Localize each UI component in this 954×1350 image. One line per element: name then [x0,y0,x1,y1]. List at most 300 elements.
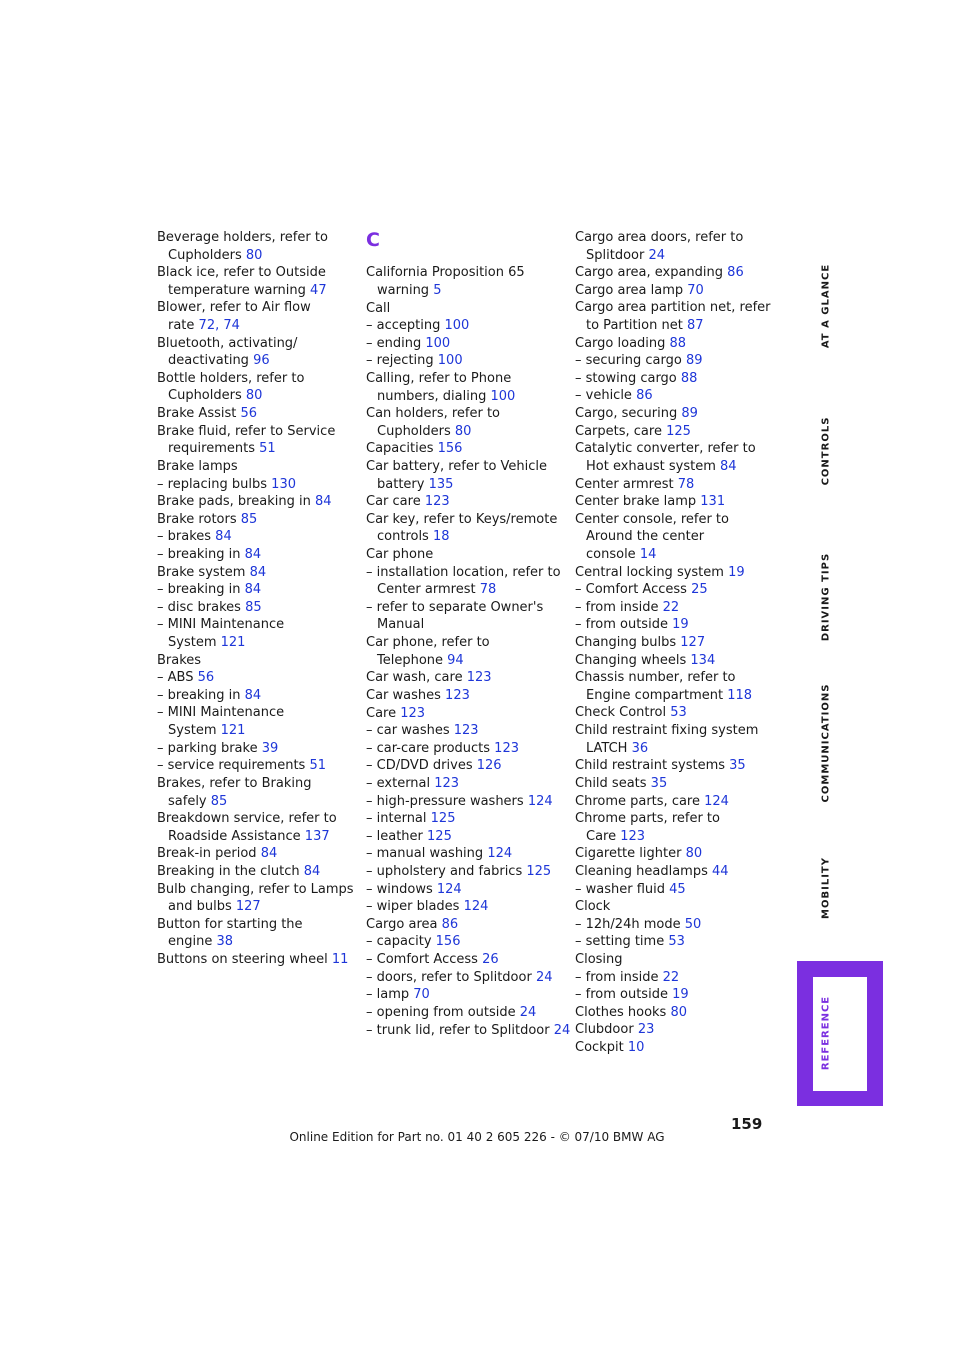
index-entry [157,564,357,582]
entry-text: console [586,546,640,562]
entry-text: Chassis number, refer to [575,670,736,686]
page-reference-link[interactable]: 25 [691,582,708,598]
page-reference-link[interactable]: 123 [494,740,519,756]
index-entry [575,898,775,916]
entry-text: – MINI Maintenance [157,705,285,721]
entry-text: – capacity [366,934,436,950]
index-entry [366,881,566,899]
index-entry [366,405,566,423]
entry-text: Clubdoor [575,1022,638,1038]
entry-text: Carpets, care [575,423,667,439]
index-entry [575,335,775,353]
page-reference-link[interactable]: 124 [527,793,553,809]
index-entry [157,370,357,388]
entry-text: Brake system [157,564,250,580]
entry-text: Car key, refer to Keys/remote [366,511,558,527]
entry-text: temperature warning [168,282,311,298]
entry-text: Bottle holders, refer to [157,370,305,386]
page-reference-link[interactable]: 86 [636,388,653,404]
entry-text: – installation location, refer to [366,564,561,580]
entry-text: Car phone [366,547,434,563]
page-reference-link[interactable]: 84 [303,863,321,879]
page-reference-link[interactable]: 127 [680,635,706,651]
tab-at-a-glance[interactable]: AT A GLANCE [820,263,832,349]
index-entry [575,616,775,634]
page-reference-link[interactable]: 18 [432,529,450,545]
page-reference-link[interactable]: 124 [487,846,513,862]
page-reference-link[interactable]: 80 [245,388,263,404]
index-entry [575,247,775,265]
page-reference-link[interactable]: 84 [720,458,737,474]
page-reference-link[interactable]: 26 [482,952,499,968]
page-reference-link[interactable]: 53 [668,934,685,950]
index-entry [575,704,775,722]
entry-text: – lamp [366,987,414,1003]
page-reference-link[interactable]: 88 [680,370,698,386]
index-entry [157,687,357,705]
entry-text: Blower, refer to Air flow [157,300,311,316]
index-entry [575,757,775,775]
footer: Online Edition for Part no. 01 40 2 605 226 - © 07/10 BMW AG [289,1130,665,1144]
index-entry [366,476,566,494]
page-reference-link[interactable]: 100 [444,318,470,334]
page-reference-link[interactable]: 80 [670,1004,688,1020]
page-reference-link[interactable]: 78 [479,582,497,598]
index-entry [157,476,357,494]
page-reference-link[interactable]: 137 [304,828,330,844]
page-reference-link[interactable]: 51 [309,758,326,774]
page-reference-link[interactable]: 123 [466,670,492,686]
index-entry [157,440,357,458]
page-reference-link[interactable]: 84 [244,546,262,562]
index-entry [157,775,357,793]
index-entry [157,722,357,740]
page-reference-link[interactable]: 156 [435,934,461,950]
entry-text: Engine compartment [586,687,728,703]
page-reference-link[interactable]: 80 [685,846,703,862]
index-entry [366,775,566,793]
entry-text: – service requirements [157,758,310,774]
entry-text: Cargo loading [575,335,670,351]
entry-text: Chrome parts, care [575,793,705,809]
page-reference-link[interactable]: 100 [437,353,463,369]
index-entry [366,616,566,634]
entry-text: Cargo area doors, refer to [575,230,744,245]
entry-text: – rejecting [366,353,438,369]
entry-text: – setting time [575,934,669,950]
entry-text: LATCH [586,740,632,756]
page-reference-link[interactable]: 85 [210,793,228,809]
entry-text: Can holders, refer to [366,406,501,422]
index-entry [157,458,357,476]
page-reference-link[interactable]: 56 [197,670,215,686]
page-reference-link[interactable]: 89 [681,406,698,422]
page-reference-link[interactable]: 53 [670,705,687,721]
entry-text: warning [377,282,434,298]
page-reference-link[interactable]: 84 [244,582,262,598]
index-entry [366,933,566,951]
entry-text: Child seats [575,775,651,791]
index-entry [575,511,775,529]
page-reference-link[interactable]: 19 [672,617,689,633]
page-reference-link[interactable]: 84 [249,564,267,580]
page-reference-link[interactable]: 5 [433,282,442,298]
tab-mobility[interactable]: MOBILITY [820,857,832,919]
index-entry [157,704,357,722]
page-reference-link[interactable]: 70 [413,987,430,1003]
entry-text: Cargo area partition net, refer [575,300,771,316]
entry-text: – from inside [575,969,663,985]
index-entry [575,458,775,476]
entry-text: – refer to separate Owner's [366,599,544,615]
entry-text: – from inside [575,599,663,615]
index-entry [366,352,566,370]
page-reference-link[interactable]: 134 [690,652,716,668]
entry-text: Child restraint fixing system [575,723,759,739]
page-reference-link[interactable]: 38 [216,934,234,950]
page-reference-link[interactable]: 19 [728,564,745,580]
entry-text: Brake lamps [157,458,238,474]
index-entry [575,916,775,934]
entry-text: Center armrest [575,476,678,492]
entry-text: – parking brake [157,740,262,756]
page-reference-link[interactable]: 84 [215,529,232,545]
index-entry [366,863,566,881]
index-entry [575,599,775,617]
index-entry [157,793,357,811]
page-reference-link[interactable]: 131 [700,494,726,510]
page-reference-link[interactable]: 123 [400,705,426,721]
index-entry [575,493,775,511]
entry-text: Car wash, care [366,670,467,686]
index-entry [575,299,775,317]
index-entry [157,511,357,529]
index-entry [575,546,775,564]
entry-text: Brake fluid, refer to Service [157,423,336,439]
entry-text: Capacities [366,441,438,457]
page-reference-link[interactable]: 56 [240,406,258,422]
tab-communications[interactable]: COMMUNICATIONS [820,683,832,803]
page-reference-link[interactable]: 72, 74 [198,318,240,334]
index-entry [366,335,566,353]
page-reference-link[interactable]: 47 [310,282,327,298]
index-entry [366,493,566,511]
page-reference-link[interactable]: 70 [687,282,704,298]
page-reference-link[interactable]: 100 [425,335,451,351]
entry-text: Center console, refer to [575,511,729,527]
page-reference-link[interactable]: 126 [476,758,502,774]
index-entry [157,881,357,899]
index-entry [575,352,775,370]
entry-text: C [366,229,380,251]
page-reference-link[interactable]: 23 [637,1022,655,1038]
entry-text: numbers, dialing [377,388,491,404]
entry-text: Cargo area [366,916,442,932]
page-reference-link[interactable]: 125 [427,828,452,844]
page-reference-link[interactable]: 125 [666,423,691,439]
page-reference-link[interactable]: 80 [454,423,472,439]
entry-text: Cleaning headlamps [575,863,712,879]
entry-text: – high-pressure washers [366,793,528,809]
page-reference-link[interactable]: 39 [261,740,279,756]
page-reference-link[interactable]: 100 [490,388,516,404]
tab-controls[interactable]: CONTROLS [820,416,832,486]
entry-text: – 12h/24h mode [575,916,685,932]
page-reference-link[interactable]: 135 [428,476,454,492]
entry-text: Black ice, refer to Outside [157,265,326,281]
entry-text: and bulbs [168,899,236,915]
entry-text: Break-in period [157,846,261,862]
index-entry [366,440,566,458]
page-reference-link[interactable]: 94 [447,652,464,668]
entry-text: – trunk lid, refer to Splitdoor [366,1022,554,1038]
entry-text: – securing cargo [575,353,686,369]
page-reference-link[interactable]: 14 [639,546,657,562]
entry-text: Hot exhaust system [586,458,720,474]
index-entry [366,581,566,599]
index-entry [157,264,357,282]
index-entry [575,1039,775,1057]
entry-text: System [168,635,221,651]
entry-text: – MINI Maintenance [157,617,285,633]
page-reference-link[interactable]: 127 [235,899,261,915]
entry-text: – washer fluid [575,881,670,897]
entry-text: battery [377,476,429,492]
page-reference-link[interactable]: 86 [727,265,744,281]
page-reference-link[interactable]: 85 [240,511,258,527]
index-entry [366,1004,566,1022]
index-entry [366,722,566,740]
index-entry [575,1021,775,1039]
page-reference-link[interactable]: 84 [244,687,262,703]
index-entry [366,969,566,987]
entry-text: – disc brakes [157,599,246,615]
entry-text: Breakdown service, refer to [157,811,337,827]
entry-text: – Comfort Access [575,582,692,598]
page-reference-link[interactable]: 50 [684,916,702,932]
page-reference-link[interactable]: 121 [220,635,246,651]
page-reference-link[interactable]: 22 [662,969,680,985]
page-reference-link[interactable]: 84 [314,494,332,510]
entry-text: Cargo, securing [575,406,682,422]
page-reference-link[interactable]: 121 [220,723,246,739]
entry-text: – brakes [157,529,216,545]
entry-text: Buttons on steering wheel [157,951,332,967]
entry-text: Beverage holders, refer to [157,230,328,245]
entry-text: Cockpit [575,1040,628,1056]
entry-text: – external [366,775,435,791]
entry-text: – from outside [575,987,673,1003]
page-reference-link[interactable]: 89 [685,353,703,369]
entry-text: System [168,723,221,739]
entry-text: Center brake lamp [575,494,701,510]
index-entry [157,828,357,846]
entry-text: Check Control [575,705,671,721]
entry-text: controls [377,529,433,545]
page-reference-link[interactable]: 24 [535,969,553,985]
entry-text: Calling, refer to Phone [366,370,512,386]
index-entry [366,282,566,300]
entry-text: Care [586,828,621,844]
entry-text: – car-care products [366,740,495,756]
index-entry [575,317,775,335]
index-entry [157,299,357,317]
entry-text: Telephone [377,652,448,668]
entry-text: Care [366,705,401,721]
entry-text: Car phone, refer to [366,635,490,651]
tab-reference[interactable]: REFERENCE [820,995,832,1071]
entry-text: Car care [366,494,425,510]
index-entry [157,652,357,670]
page-reference-link[interactable]: 85 [245,599,262,615]
page-reference-link[interactable]: 24 [553,1022,571,1038]
index-entry [366,388,566,406]
entry-text: – internal [366,811,431,827]
tab-driving-tips[interactable]: DRIVING TIPS [820,552,832,642]
index-entry [575,687,775,705]
entry-text: Car battery, refer to Vehicle [366,459,548,474]
index-column-3 [575,229,775,1057]
index-entry [366,845,566,863]
entry-text: Changing bulbs [575,635,681,651]
page-reference-link[interactable]: 123 [445,687,470,703]
page-reference-link[interactable]: 124 [436,881,462,897]
entry-text: Breaking in the clutch [157,863,304,879]
entry-text: – car washes [366,723,454,739]
index-entry [575,476,775,494]
page-reference-link[interactable]: 84 [260,846,278,862]
page-reference-link[interactable]: 22 [662,599,680,615]
page-reference-link[interactable]: 78 [677,476,695,492]
entry-text: California Proposition 65 [366,265,525,281]
index-entry [575,863,775,881]
entry-text: Bulb changing, refer to Lamps [157,881,354,897]
entry-text: Clothes hooks [575,1004,671,1020]
index-entry [157,951,357,969]
page-reference-link[interactable]: 45 [669,881,686,897]
index-entry [157,634,357,652]
entry-text: – ending [366,335,426,351]
index-column-2 [366,229,571,1039]
index-entry [366,916,566,934]
index-entry [575,282,775,300]
entry-text: – opening from outside [366,1004,520,1020]
index-entry [575,634,775,652]
entry-text: Brake rotors [157,511,241,527]
page-reference-link[interactable]: 51 [259,441,276,457]
index-entry [366,370,566,388]
index-entry [366,669,566,687]
page-reference-link[interactable]: 123 [434,775,460,791]
index-entry [575,229,775,247]
entry-text: Call [366,300,391,316]
entry-text: rate [168,318,199,334]
page-reference-link[interactable]: 125 [430,811,456,827]
entry-text: Catalytic converter, refer to [575,441,756,457]
index-entry [366,898,566,916]
entry-text: Chrome parts, refer to [575,811,720,827]
page-reference-link[interactable]: 123 [424,494,450,510]
entry-text: – accepting [366,318,445,334]
entry-text: Cupholders [168,247,246,263]
index-entry [575,810,775,828]
index-entry [366,740,566,758]
page-reference-link[interactable]: 124 [704,793,729,809]
entry-text: Brake pads, breaking in [157,494,315,510]
page-reference-link[interactable]: 11 [331,951,349,967]
index-entry [575,405,775,423]
page-reference-link[interactable]: 87 [686,318,704,334]
page-reference-link[interactable]: 86 [441,916,459,932]
page-reference-link[interactable]: 10 [627,1040,645,1056]
page-reference-link[interactable]: 124 [463,899,489,915]
entry-text: Brake Assist [157,406,241,422]
entry-text: Clock [575,899,611,915]
index-entry [366,986,566,1004]
index-entry [366,810,566,828]
index-entry [575,881,775,899]
index-entry [575,264,775,282]
page-reference-link[interactable]: 24 [519,1004,537,1020]
index-entry [157,757,357,775]
index-entry [575,528,775,546]
entry-text: Brakes [157,652,202,668]
entry-text: Splitdoor [586,247,649,263]
entry-text: – upholstery and fabrics [366,864,527,880]
index-entry [366,317,566,335]
page-reference-link[interactable]: 156 [437,441,463,457]
index-entry [157,247,357,265]
page-reference-link[interactable]: 123 [620,828,646,844]
entry-text: Closing [575,951,623,967]
page-reference-link[interactable]: 123 [453,723,479,739]
entry-text: Cargo area, expanding [575,265,728,281]
index-entry [575,564,775,582]
entry-text: Car washes [366,687,446,703]
index-entry [575,845,775,863]
index-entry [366,511,566,529]
index-entry [575,969,775,987]
index-entry [157,335,357,353]
entry-text: – breaking in [157,582,245,598]
entry-text: – from outside [575,617,673,633]
index-entry [157,352,357,370]
page-reference-link[interactable]: 24 [648,247,666,263]
entry-text: – CD/DVD drives [366,758,477,774]
entry-text: Cupholders [377,423,455,439]
entry-text: Around the center [586,529,705,545]
page-reference-link[interactable]: 36 [631,740,649,756]
entry-text: – wiper blades [366,899,464,915]
index-entry [157,317,357,335]
page-reference-link[interactable]: 125 [526,864,552,880]
page-reference-link[interactable]: 96 [253,353,270,369]
entry-text: Cigarette lighter [575,846,686,862]
index-column-1 [157,229,357,969]
entry-text: – stowing cargo [575,370,681,386]
page-reference-link[interactable]: 88 [669,335,687,351]
page-reference-link[interactable]: 130 [271,476,296,492]
index-entry [575,370,775,388]
page-reference-link[interactable]: 80 [245,247,263,263]
page-reference-link[interactable]: 44 [711,863,729,879]
page-reference-link[interactable]: 118 [727,687,753,703]
page-reference-link[interactable]: 35 [729,758,746,774]
index-entry [575,740,775,758]
page-reference-link[interactable]: 35 [650,775,668,791]
index-entry [366,757,566,775]
page-reference-link[interactable]: 19 [672,987,689,1003]
